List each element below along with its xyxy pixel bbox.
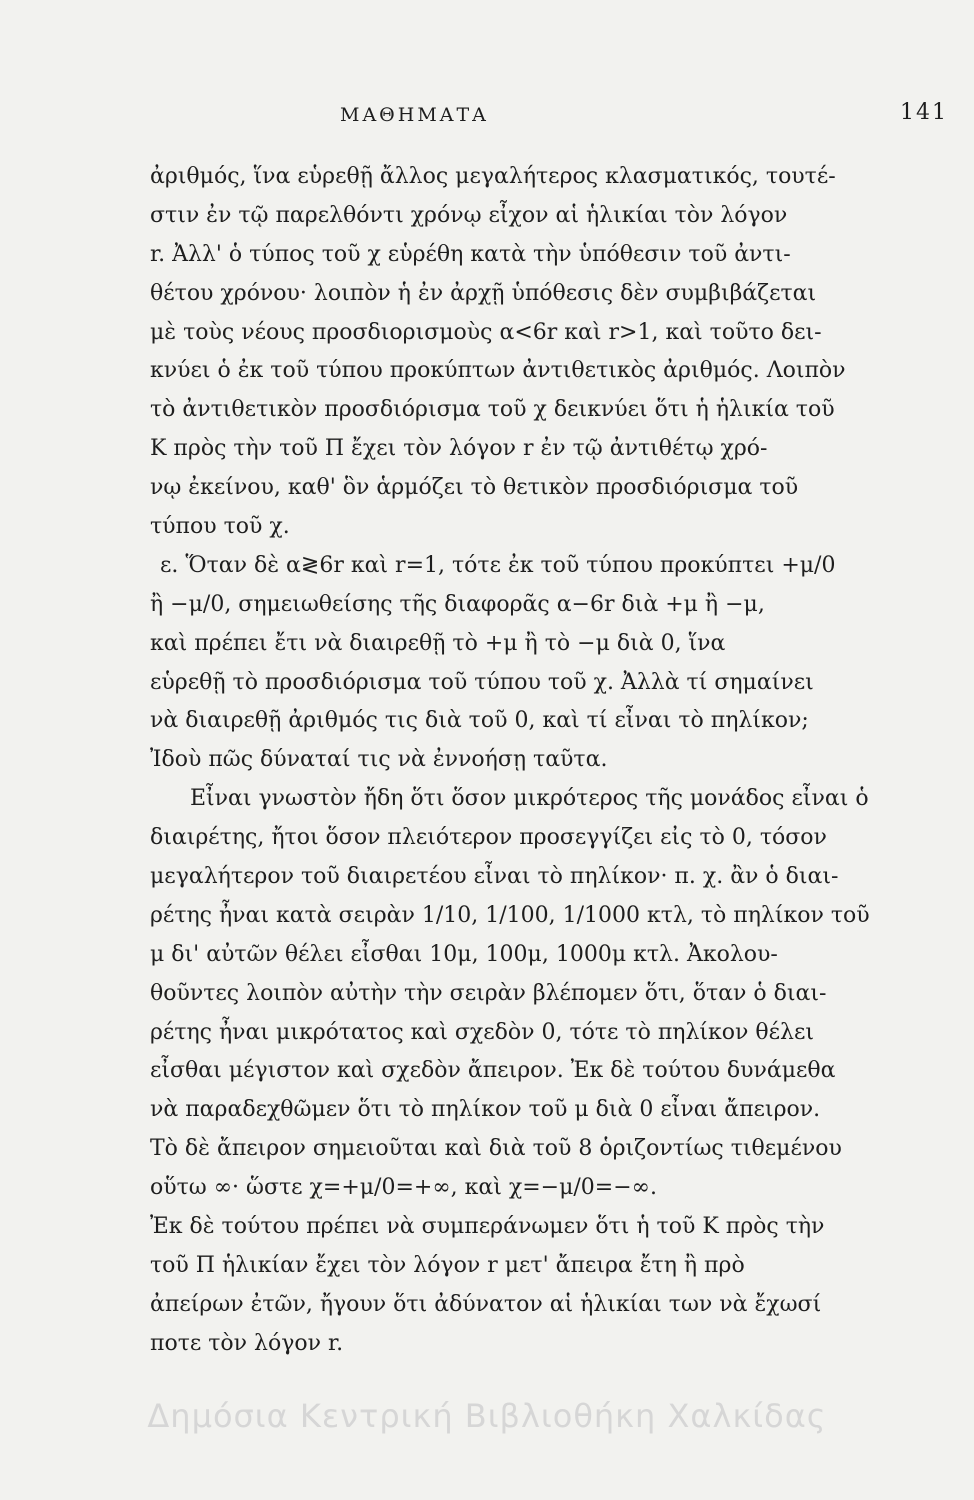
text-line: νὰ διαιρεθῇ ἀριθμός τις διὰ τοῦ 0, καὶ τί εἶναι τὸ πηλίκον; [150,708,809,734]
text-line: ρέτης ἦναι μικρότατος καὶ σχεδὸν 0, τότε τὸ πηλίκον θέλει [150,1019,815,1045]
text-line: νῳ ἐκείνου, καθ' ὃν ἁρμόζει τὸ θετικὸν προσδιόρισμα τοῦ [150,475,799,501]
text-line: Τὸ δὲ ἄπειρον σημειοῦται καὶ διὰ τοῦ 8 ὁριζοντίως τιθεμένου [150,1136,842,1162]
text-line: μὲ τοὺς νέους προσδιορισμοὺς α<6r καὶ r>1, καὶ τοῦτο δει- [150,319,822,345]
text-line: καὶ πρέπει ἔτι νὰ διαιρεθῇ τὸ +μ ἢ τὸ −μ διὰ 0, ἵνα [150,630,726,656]
text-line: Ἐκ δὲ τούτου πρέπει νὰ συμπεράνωμεν ὅτι ἡ τοῦ Κ πρὸς τὴν [150,1214,825,1240]
text-line: μεγαλήτερον τοῦ διαιρετέου εἶναι τὸ πηλίκον· π. χ. ἂν ὁ διαι- [150,864,839,890]
text-line: τὸ ἀντιθετικὸν προσδιόρισμα τοῦ χ δεικνύει ὅτι ἡ ἡλικία τοῦ [150,397,835,423]
text-line: οὕτω ∞· ὥστε χ=+μ/0=+∞, καὶ χ=−μ/0=−∞. [150,1175,657,1201]
text-line: Εἶναι γνωστὸν ἤδη ὅτι ὅσον μικρότερος τῆς μονάδος εἶναι ὁ [190,786,869,812]
text-line: τοῦ Π ἡλικίαν ἔχει τὸν λόγον r μετ' ἄπειρα ἔτη ἢ πρὸ [150,1252,745,1278]
text-line: εἶσθαι μέγιστον καὶ σχεδὸν ἄπειρον. Ἐκ δὲ τούτου δυνάμεθα [150,1058,836,1084]
text-line: ε. Ὅταν δὲ α≷6r καὶ r=1, τότε ἐκ τοῦ τύπου προκύπτει +μ/0 [160,552,836,578]
text-line: νὰ παραδεχθῶμεν ὅτι τὸ πηλίκον τοῦ μ διὰ 0 εἶναι ἄπειρον. [150,1097,821,1123]
text-line: ρέτης ἦναι κατὰ σειρὰν 1/10, 1/100, 1/1000 κτλ, τὸ πηλίκον τοῦ [150,902,870,928]
text-line: Κ πρὸς τὴν τοῦ Π ἔχει τὸν λόγον r ἐν τῷ ἀντιθέτῳ χρό- [150,436,768,462]
running-title: ΜΑΘΗΜΑΤΑ [340,104,489,126]
text-line: διαιρέτης, ἤτοι ὅσον πλειότερον προσεγγίζει εἰς τὸ 0, τόσον [150,825,827,851]
text-line: μ δι' αὐτῶν θέλει εἶσθαι 10μ, 100μ, 1000μ κτλ. Ἀκολου- [150,941,778,967]
page-number: 141 [900,100,948,125]
text-line: ἢ −μ/0, σημειωθείσης τῆς διαφορᾶς α−6r διὰ +μ ἢ −μ, [150,591,765,617]
text-line: τύπου τοῦ χ. [150,514,290,540]
text-line: εὑρεθῇ τὸ προσδιόρισμα τοῦ τύπου τοῦ χ. Ἀλλὰ τί σημαίνει [150,669,814,695]
page-header [0,96,974,136]
text-line: ἀπείρων ἐτῶν, ἤγουν ὅτι ἀδύνατον αἱ ἡλικίαι των νὰ ἔχωσί [150,1291,822,1317]
text-line: κνύει ὁ ἐκ τοῦ τύπου προκύπτων ἀντιθετικὸς ἀριθμός. Λοιπὸν [150,358,846,384]
body-text [150,158,910,1364]
library-watermark: Δημόσια Κεντρική Βιβλιοθήκη Χαλκίδας [147,1397,827,1435]
text-line: Ἰδοὺ πῶς δύναταί τις νὰ ἐννοήσῃ ταῦτα. [150,747,608,773]
text-line: θέτου χρόνου· λοιπὸν ἡ ἐν ἀρχῇ ὑπόθεσις δὲν συμβιβάζεται [150,280,817,306]
text-line: ἀριθμός, ἵνα εὑρεθῇ ἄλλος μεγαλήτερος κλασματικός, τουτέ- [150,164,836,189]
text-line: r. Ἀλλ' ὁ τύπος τοῦ χ εὑρέθη κατὰ τὴν ὑπόθεσιν τοῦ ἀντι- [150,241,791,267]
text-line: στιν ἐν τῷ παρελθόντι χρόνῳ εἶχον αἱ ἡλικίαι τὸν λόγον [150,202,788,228]
text-line: ποτε τὸν λόγον r. [150,1330,344,1356]
text-line: θοῦντες λοιπὸν αὐτὴν τὴν σειρὰν βλέπομεν ὅτι, ὅταν ὁ διαι- [150,980,827,1006]
